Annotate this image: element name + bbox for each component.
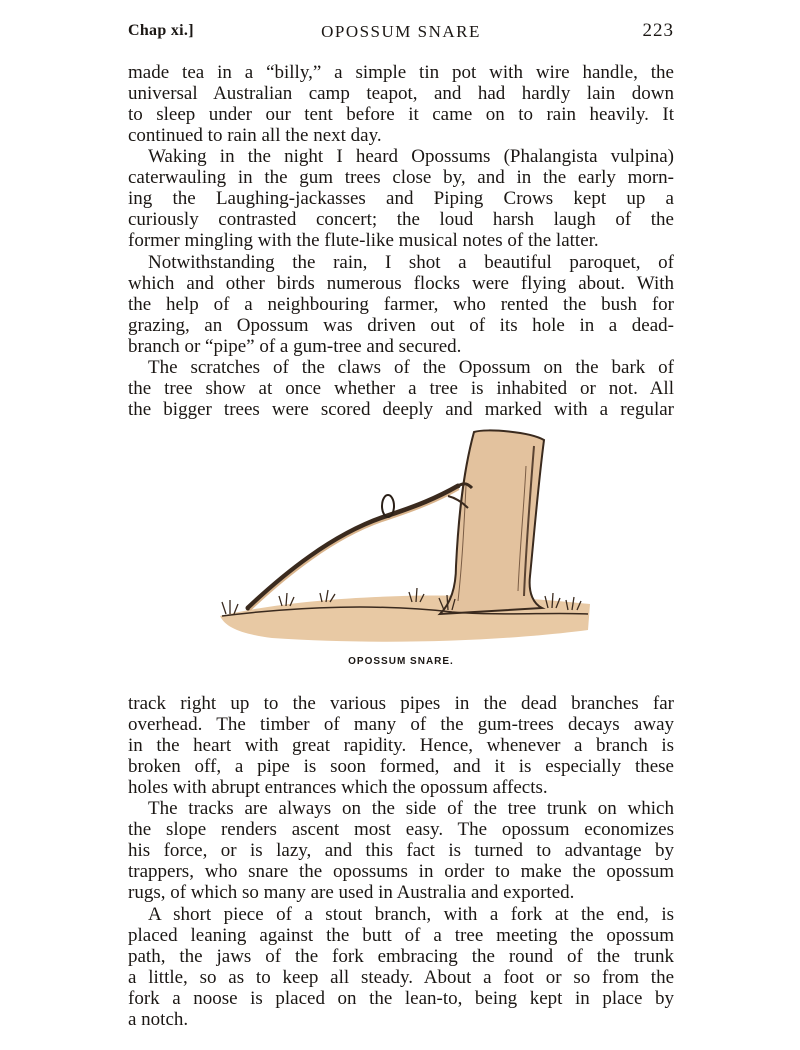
text-line: The scratches of the claws of the Opossum on the bark of	[148, 357, 674, 378]
text-line: the slope renders ascent most easy. The opossum economizes	[128, 819, 674, 840]
text-line: trappers, who snare the opossums in order to make the opossum	[128, 861, 674, 882]
text-line: holes with abrupt entrances which the opossum affects.	[128, 777, 548, 798]
text-line: placed leaning against the butt of a tree meeting the opossum	[128, 925, 674, 946]
text-line: path, the jaws of the fork embracing the round of the trunk	[128, 946, 674, 967]
text-line: grazing, an Opossum was driven out of its hole in a dead-	[128, 315, 674, 336]
text-line: made tea in a “billy,” a simple tin pot with wire handle, the	[128, 62, 674, 83]
page-number: 223	[642, 20, 674, 41]
text-line: branch or “pipe” of a gum-tree and secured.	[128, 336, 462, 357]
text-line: the bigger trees were scored deeply and marked with a regular	[128, 399, 674, 420]
text-line: Notwithstanding the rain, I shot a beautiful paroquet, of	[148, 252, 674, 273]
text-line: a notch.	[128, 1009, 189, 1030]
text-line: rugs, of which so many are used in Australia and exported.	[128, 882, 575, 903]
text-line: caterwauling in the gum trees close by, and in the early morn-	[128, 167, 674, 188]
text-line: curiously contrasted concert; the loud harsh laugh of the	[128, 209, 674, 230]
text-line: in the heart with great rapidity. Hence, whenever a branch is	[128, 735, 674, 756]
text-line: fork a noose is placed on the lean-to, being kept in place by	[128, 988, 674, 1009]
text-line: broken off, a pipe is soon formed, and it is especially these	[128, 756, 674, 777]
text-line: continued to rain all the next day.	[128, 125, 382, 146]
text-line: universal Australian camp teapot, and had hardly lain down	[128, 83, 674, 104]
text-line: track right up to the various pipes in the dead branches far	[128, 693, 674, 714]
text-line: The tracks are always on the side of the tree trunk on which	[148, 798, 674, 819]
text-line: overhead. The timber of many of the gum-trees decays away	[128, 714, 674, 735]
text-line: former mingling with the flute-like musical notes of the latter.	[128, 230, 599, 251]
text-line: the tree show at once whether a tree is inhabited or not. All	[128, 378, 674, 399]
text-line: A short piece of a stout branch, with a fork at the end, is	[148, 904, 674, 925]
text-line: which and other birds numerous flocks were flying about. With	[128, 273, 674, 294]
chapter-label: Chap xi.]	[128, 22, 194, 39]
text-line: ing the Laughing-jackasses and Piping Crows kept up a	[128, 188, 674, 209]
running-header	[128, 20, 674, 46]
text-line: his force, or is lazy, and this fact is turned to advantage by	[128, 840, 674, 861]
text-line: the help of a neighbouring farmer, who rented the bush for	[128, 294, 674, 315]
text-line: a little, so as to keep all steady. About a foot or so from the	[128, 967, 674, 988]
text-line: to sleep under our tent before it came on to rain heavily. It	[128, 104, 674, 125]
running-title: OPOSSUM SNARE	[321, 22, 481, 41]
text-line: Waking in the night I heard Opossums (Phalangista vulpina)	[148, 146, 674, 167]
opossum-snare-illustration	[212, 426, 592, 656]
figure-caption: OPOSSUM SNARE.	[348, 656, 454, 667]
